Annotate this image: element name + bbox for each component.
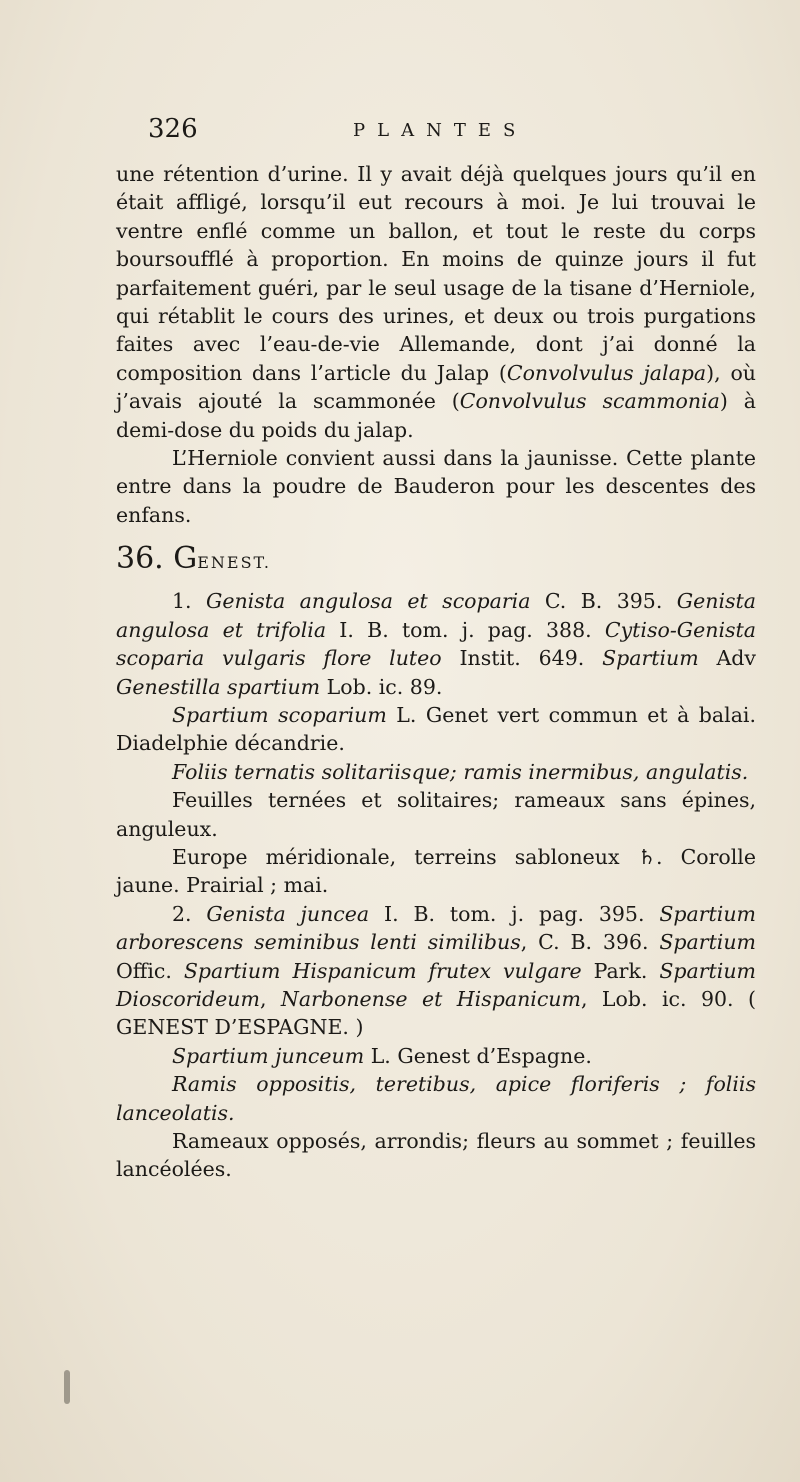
entry-1-french-description: Feuilles ternées et solitaires; rameaux sans épines, anguleux. bbox=[116, 788, 756, 841]
entry-1-synonyms: 1. Genista angulosa et scoparia C. B. 395. Genista angulosa et trifolia I. B. tom. j. pag. 388. Cytiso-Genista scoparia vulgaris flore luteo Instit. 649. Spartium Adv Genestilla spartium Lob. ic. 89. bbox=[116, 589, 757, 699]
section-heading: 36. GENEST. bbox=[116, 541, 271, 577]
paragraph-herniole-uses: L’Herniole convient aussi dans la jaunisse. Cette plante entre dans la poudre de Bauderon pour les descentes des enfans. bbox=[116, 446, 756, 527]
entry-2-synonyms: 2. Genista juncea I. B. tom. j. pag. 395. Spartium arborescens seminibus lenti similibus, C. B. 396. Spartium Offic. Spartium Hispanicum frutex vulgare Park. Spartium Dioscorideum, Narbonense et Hispanicum, Lob. ic. 90. ( GENEST D’ESPAGNE. ) bbox=[116, 901, 756, 1040]
entry-2-linnaean-name: Spartium junceum L. Genest d’Espagne. bbox=[172, 1043, 592, 1068]
page-header bbox=[148, 114, 668, 150]
entry-1-linnaean-name: Spartium scoparium L. Genet vert commun et à balai. Diadelphie décandrie. bbox=[116, 702, 756, 756]
entry-2-french-description: Rameaux opposés, arrondis; fleurs au sommet ; feuilles lancéolées. bbox=[116, 1129, 756, 1182]
body-text bbox=[116, 160, 756, 1184]
page-number: 326 bbox=[148, 114, 198, 144]
entry-1-latin-description: Foliis ternatis solitariisque; ramis inermibus, angulatis. bbox=[172, 759, 749, 784]
paragraph-herniole-case: une rétention d’urine. Il y avait déjà quelques jours qu’il en était affligé, lorsqu’il eut recours à moi. Je lui trouvai le ventre enflé comme un ballon, et tout le reste du corps boursoufflé à proportion. En moins de quinze jours il fut parfaitement guéri, par le seul usage de la tisane d’Herniole, qui rétablit le cours des urines, et deux ou trois purgations faites avec l’eau-de-vie Allemande, dont j’ai donné la composition dans l’article du Jalap (Convolvulus jalapa), où j’avais ajouté la scammonée (Convolvulus scammonia) à demi-dose du poids du jalap. bbox=[116, 162, 757, 442]
entry-1-habitat: Europe méridionale, terreins sabloneux ♄. Corolle jaune. Prairial ; mai. bbox=[116, 844, 756, 898]
ink-blot bbox=[64, 1370, 70, 1404]
entry-2-latin-description: Ramis oppositis, teretibus, apice floriferis ; foliis lanceolatis. bbox=[116, 1072, 756, 1125]
running-title: PLANTES bbox=[353, 120, 528, 141]
